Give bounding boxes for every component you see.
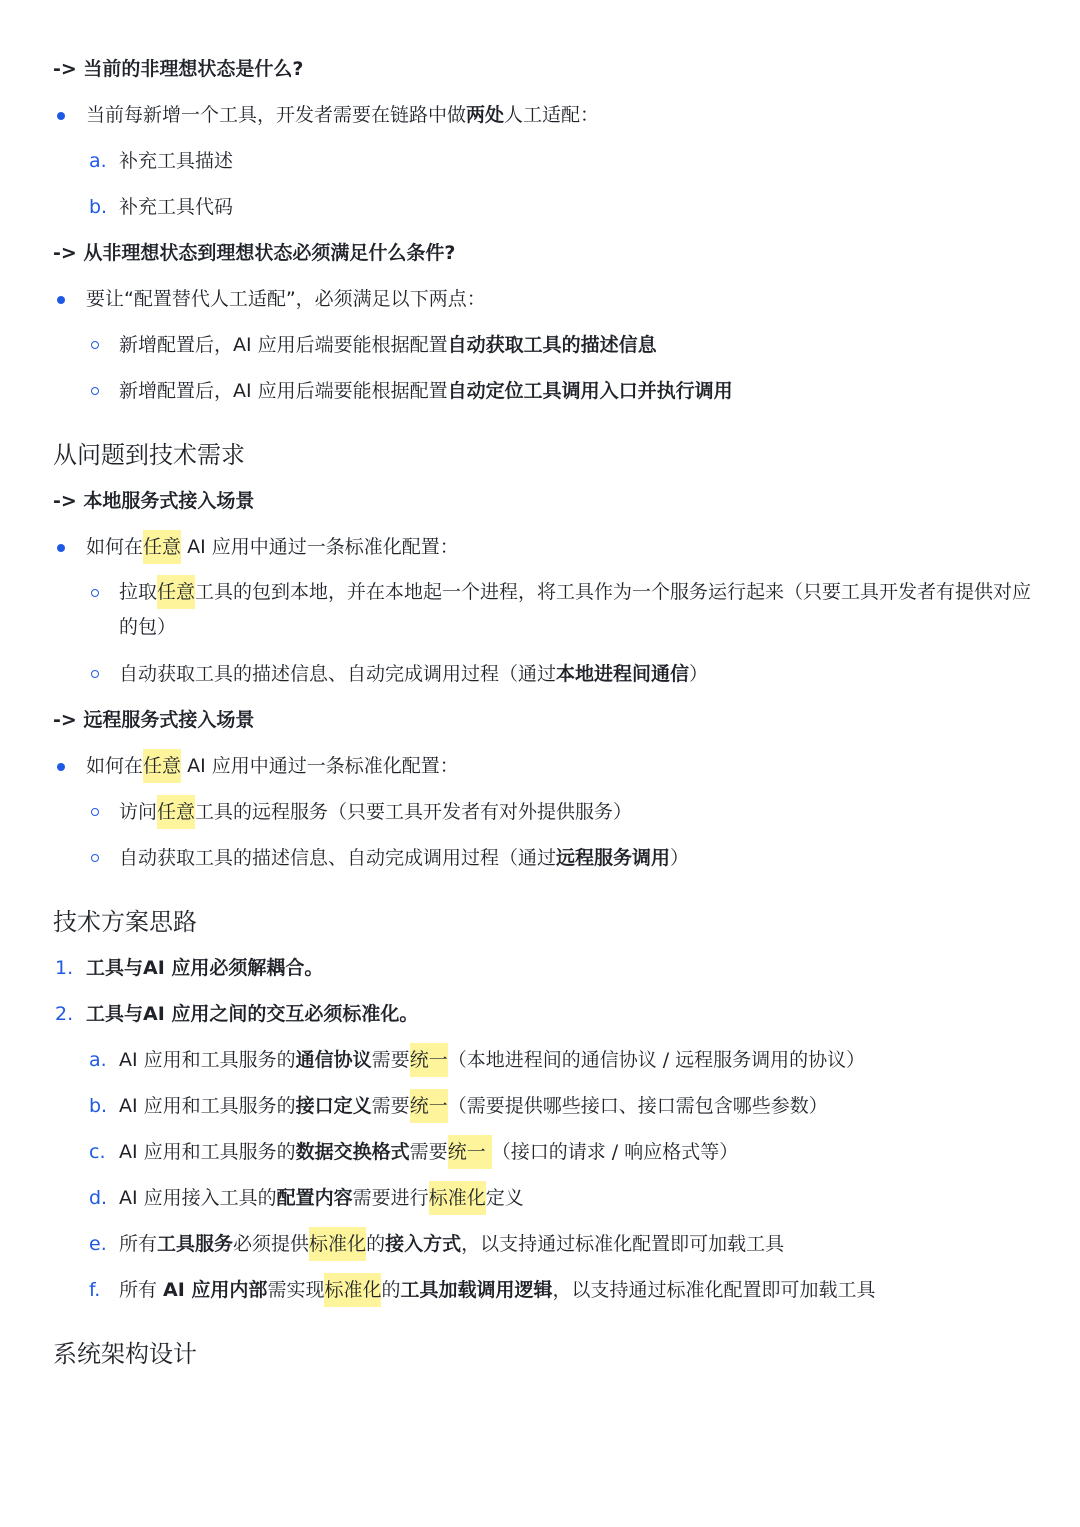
text-run: 如何在: [86, 536, 144, 558]
text-run: 新增配置后，AI 应用后端要能根据配置: [119, 334, 448, 356]
bold-text: 两处: [466, 104, 505, 126]
text-run: 的: [381, 1279, 401, 1301]
list-marker: e.: [89, 1233, 107, 1255]
bold-text: 数据交换格式: [295, 1141, 410, 1163]
question-heading: [53, 478, 1033, 524]
text-run: 如何在: [86, 755, 144, 777]
bullet-circle-icon: [91, 789, 99, 835]
list-marker: 1.: [55, 957, 74, 979]
bold-text: 自动定位工具调用入口并执行调用: [447, 380, 733, 402]
list-marker: b.: [89, 1095, 108, 1117]
bold-text: 工具与AI 应用之间的交互必须标准化。: [86, 1003, 419, 1025]
bold-text: 自动获取工具的描述信息: [447, 334, 657, 356]
bold-text: 工具服务: [157, 1233, 234, 1255]
list-marker: a.: [89, 1049, 107, 1071]
text-run: 所有: [119, 1279, 164, 1301]
text-run: ，以支持通过标准化配置即可加载工具: [461, 1233, 785, 1255]
bullet-circle-icon: [91, 570, 99, 616]
sub-list-item: [53, 1267, 1033, 1313]
sub-list-item: [53, 138, 1033, 184]
text-run: -> 当前的非理想状态是什么?: [53, 58, 304, 80]
list-marker: c.: [89, 1141, 106, 1163]
bold-text: AI 应用内部: [163, 1279, 268, 1301]
text-run: 自动获取工具的描述信息、自动完成调用过程（通过: [119, 663, 557, 685]
list-marker: b.: [89, 196, 108, 218]
text-run: 需要: [371, 1095, 410, 1117]
list-marker: d.: [89, 1187, 108, 1209]
text-run: AI 应用中通过一条标准化配置：: [181, 755, 459, 777]
text-run: 访问: [119, 801, 158, 823]
text-run: （接口的请求 / 响应格式等）: [491, 1141, 739, 1163]
text-run: 自动获取工具的描述信息、自动完成调用过程（通过: [119, 847, 557, 869]
highlighted-text: 标准化: [429, 1181, 486, 1215]
sub-list-item: [53, 651, 1033, 697]
text-run: -> 本地服务式接入场景: [53, 490, 255, 512]
text-run: 补充工具描述: [119, 150, 234, 172]
sub-list-item: [53, 1221, 1033, 1267]
text-run: 定义: [485, 1187, 524, 1209]
highlighted-text: 任意: [157, 795, 195, 829]
bullet-circle-icon: [91, 835, 99, 881]
text-run: 系统架构设计: [53, 1340, 197, 1368]
text-run: （需要提供哪些接口、接口需包含哪些参数）: [447, 1095, 828, 1117]
sub-list-item: [53, 835, 1033, 881]
bold-text: 配置内容: [276, 1187, 353, 1209]
text-run: 的: [366, 1233, 386, 1255]
bold-text: 本地进程间通信: [556, 663, 690, 685]
section-heading: [53, 881, 1033, 945]
bullet-circle-icon: [91, 651, 99, 697]
bold-text: 工具加载调用逻辑: [400, 1279, 553, 1301]
numbered-item: [53, 991, 1033, 1037]
text-run: 所有: [119, 1233, 158, 1255]
question-heading: [53, 46, 1033, 92]
highlighted-text: 统一: [448, 1135, 492, 1169]
text-run: -> 远程服务式接入场景: [53, 709, 255, 731]
sub-list-item: [53, 368, 1033, 414]
sub-list-item: [53, 1083, 1033, 1129]
text-run: 补充工具代码: [119, 196, 234, 218]
document-body: [53, 46, 1033, 1377]
text-run: 新增配置后，AI 应用后端要能根据配置: [119, 380, 448, 402]
text-run: 需要: [409, 1141, 448, 1163]
text-run: （本地进程间的通信协议 / 远程服务调用的协议）: [447, 1049, 866, 1071]
highlighted-text: 任意: [143, 530, 181, 564]
text-run: 工具的远程服务（只要工具开发者有对外提供服务）: [195, 801, 633, 823]
bold-text: 通信协议: [295, 1049, 372, 1071]
bold-text: 接入方式: [385, 1233, 462, 1255]
text-run: 当前每新增一个工具，开发者需要在链路中做: [86, 104, 467, 126]
text-run: AI 应用接入工具的: [119, 1187, 277, 1209]
text-run: AI 应用和工具服务的: [119, 1095, 296, 1117]
sub-list-item: [53, 184, 1033, 230]
sub-list-item: [53, 1129, 1033, 1175]
text-run: 要让“配置替代人工适配”，必须满足以下两点：: [86, 288, 486, 310]
bullet-dot-icon: [57, 524, 65, 570]
text-run: ）: [670, 847, 690, 869]
list-marker: 2.: [55, 1003, 74, 1025]
highlighted-text: 标准化: [309, 1227, 366, 1261]
highlighted-text: 标准化: [324, 1273, 381, 1307]
sub-list-item: [53, 570, 1033, 651]
bullet-circle-icon: [91, 322, 99, 368]
text-run: 从问题到技术需求: [53, 441, 245, 469]
sub-list-item: [53, 789, 1033, 835]
bullet-circle-icon: [91, 368, 99, 414]
text-run: -> 从非理想状态到理想状态必须满足什么条件?: [53, 242, 456, 264]
bold-text: 远程服务调用: [556, 847, 671, 869]
text-run: AI 应用和工具服务的: [119, 1049, 296, 1071]
question-heading: [53, 230, 1033, 276]
highlighted-text: 统一: [410, 1089, 448, 1123]
highlighted-text: 任意: [157, 575, 195, 609]
bullet-dot-icon: [57, 276, 65, 322]
numbered-item: [53, 945, 1033, 991]
text-run: 需要: [371, 1049, 410, 1071]
text-run: ）: [689, 663, 709, 685]
bold-text: 接口定义: [295, 1095, 372, 1117]
section-heading: [53, 414, 1033, 478]
sub-list-item: [53, 1037, 1033, 1083]
text-run: AI 应用中通过一条标准化配置：: [181, 536, 459, 558]
question-heading: [53, 697, 1033, 743]
bullet-item: [53, 276, 1033, 322]
sub-list-item: [53, 1175, 1033, 1221]
list-marker: a.: [89, 150, 107, 172]
text-run: 技术方案思路: [53, 908, 197, 936]
text-run: 工具的包到本地，并在本地起一个进程，将工具作为一个服务运行起来（只要工具开发者有提供对应的包）: [119, 581, 1032, 638]
bold-text: 工具与AI 应用必须解耦合。: [86, 957, 324, 979]
list-marker: f.: [89, 1279, 101, 1301]
text-run: 必须提供: [233, 1233, 310, 1255]
bullet-item: [53, 743, 1033, 789]
bullet-dot-icon: [57, 743, 65, 789]
section-heading: [53, 1313, 1033, 1377]
text-run: AI 应用和工具服务的: [119, 1141, 296, 1163]
highlighted-text: 统一: [410, 1043, 448, 1077]
text-run: 人工适配：: [504, 104, 600, 126]
text-run: 拉取: [119, 581, 158, 603]
bullet-dot-icon: [57, 92, 65, 138]
bullet-item: [53, 524, 1033, 570]
sub-list-item: [53, 322, 1033, 368]
text-run: 需要进行: [352, 1187, 429, 1209]
bullet-item: [53, 92, 1033, 138]
text-run: 需实现: [267, 1279, 325, 1301]
highlighted-text: 任意: [143, 749, 181, 783]
text-run: ，以支持通过标准化配置即可加载工具: [552, 1279, 876, 1301]
